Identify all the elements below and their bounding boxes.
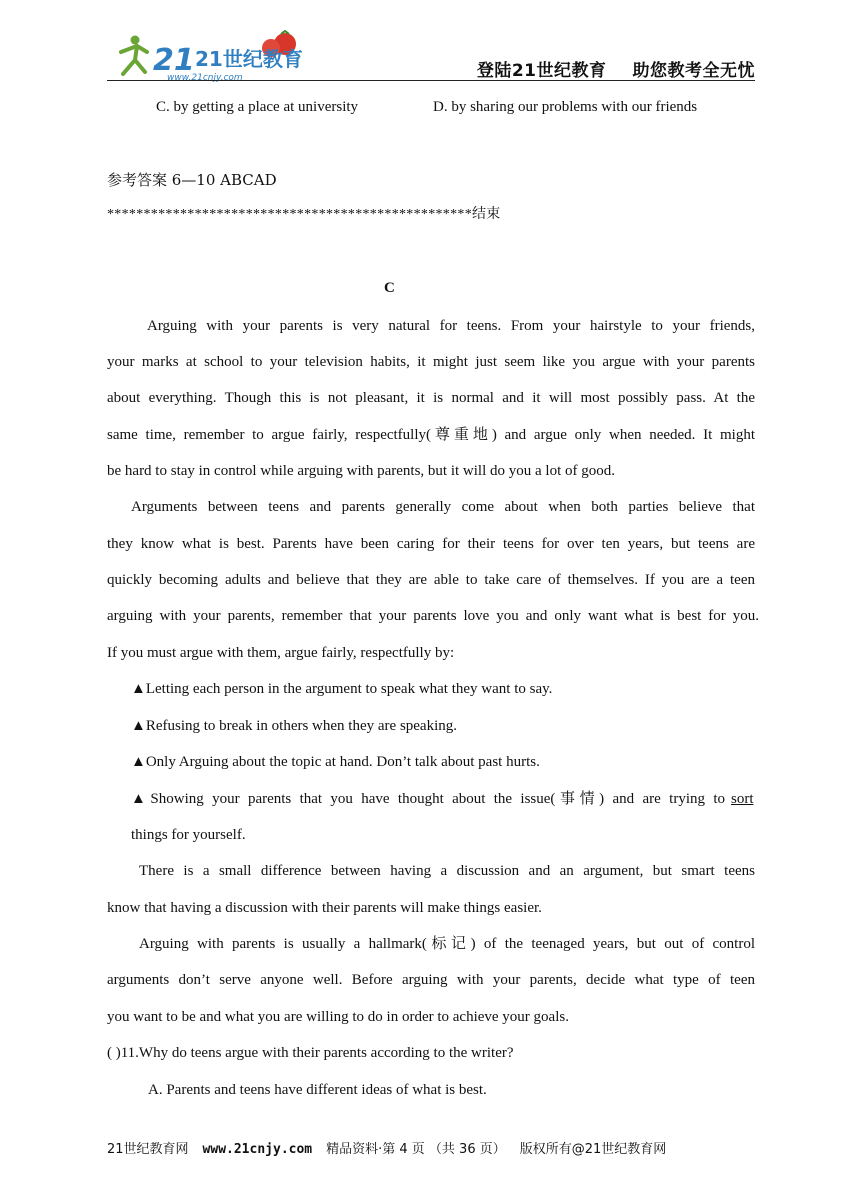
footer-page-info: 精品资料·第 4 页 （共 36 页） xyxy=(326,1142,506,1157)
logo-url: www.21cnjy.com xyxy=(167,73,243,82)
passage-line: Arguments between teens and parents generally come about when both parties believe that xyxy=(131,499,755,515)
bullet-item: ▲Letting each person in the argument to speak what they want to say. xyxy=(131,681,553,697)
logo xyxy=(107,30,307,82)
header-slogan xyxy=(477,56,755,81)
option-c: C. by getting a place at university xyxy=(156,99,359,115)
passage-line: your marks at school to your television habits, it might just seem like you argue with your parents xyxy=(107,354,755,370)
passage-line: Arguing with your parents is very natural for teens. From your hairstyle to your friends, xyxy=(147,318,755,334)
question-option-a: A. Parents and teens have different ideas of what is best. xyxy=(148,1082,487,1098)
option-d: D. by sharing our problems with our friends xyxy=(433,99,698,115)
section-label: C xyxy=(384,280,395,296)
passage-line: arguing with your parents, remember that your parents love you and only want what is best for you. xyxy=(107,608,759,624)
footer-url[interactable]: www.21cnjy.com xyxy=(202,1142,313,1157)
header-rule xyxy=(107,80,755,81)
question-stem: ( )11.Why do teens argue with their parents according to the writer? xyxy=(107,1045,514,1061)
passage-line: arguments don’t serve anyone well. Before arguing with your parents, decide what type of teen xyxy=(107,972,755,988)
slogan-left: 登陆21世纪教育 xyxy=(476,61,607,81)
end-line: **************************************************结束 xyxy=(107,207,501,222)
logo-text: 21世纪教育 xyxy=(195,47,303,71)
page-footer xyxy=(107,1138,680,1157)
page-header xyxy=(107,30,755,82)
passage-line: same time, remember to argue fairly, respectfully(尊重地) and argue only when needed. It might xyxy=(107,427,755,443)
svg-text:21: 21 xyxy=(153,43,195,78)
passage-line: If you must argue with them, argue fairly, respectfully by: xyxy=(107,645,455,661)
passage-line: Arguing with parents is usually a hallmark(标记) of the teenaged years, but out of control xyxy=(139,936,755,952)
passage-line: about everything. Though this is not pleasant, it is normal and it will most possibly pass. At the xyxy=(107,390,755,406)
bullet-item: ▲Only Arguing about the topic at hand. Don’t talk about past hurts. xyxy=(131,754,540,770)
underlined-word: sort xyxy=(731,791,754,807)
bullet-continuation: things for yourself. xyxy=(131,827,246,843)
passage-line: they know what is best. Parents have been caring for their teens for over ten years, but teens are xyxy=(107,536,755,552)
footer-copyright: 版权所有@21世纪教育网 xyxy=(519,1142,667,1157)
passage-line: be hard to stay in control while arguing with parents, but it will do you a lot of good. xyxy=(107,463,615,479)
passage-line: quickly becoming adults and believe that they are able to take care of themselves. If you are a teen xyxy=(107,572,755,588)
passage-line: you want to be and what you are willing to do in order to achieve your goals. xyxy=(107,1009,569,1025)
answer-line: 参考答案 6—10 ABCAD xyxy=(107,171,277,189)
bullet-item: ▲Showing your parents that you have thought about the issue(事情) and are trying to xyxy=(131,791,725,807)
passage-line: know that having a discussion with their parents will make things easier. xyxy=(107,900,542,916)
bullet-item: ▲Refusing to break in others when they are speaking. xyxy=(131,718,458,734)
slogan-right: 助您教考全无忧 xyxy=(632,61,755,81)
footer-site: 21世纪教育网 xyxy=(107,1142,189,1157)
passage-line: There is a small difference between having a discussion and an argument, but smart teens xyxy=(139,863,755,879)
